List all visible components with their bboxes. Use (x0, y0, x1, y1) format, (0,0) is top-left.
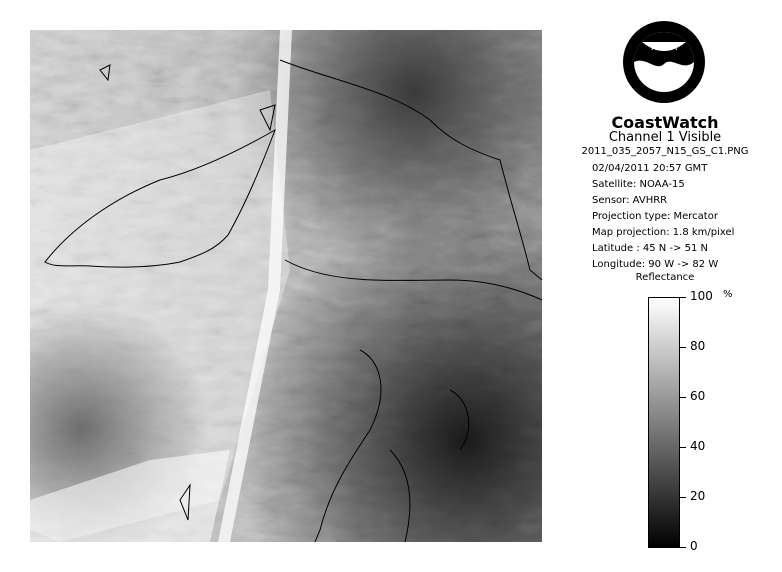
scale-label: Reflectance (635, 272, 695, 283)
scale-tick-mark (680, 547, 686, 548)
scale-tick-mark (680, 497, 686, 498)
scale-tick-100: 100 (690, 289, 713, 303)
noaa-logo-icon (622, 20, 706, 104)
scale-tick-mark (680, 447, 686, 448)
noaa-logo-text: NOAA (650, 43, 678, 53)
latitude-text: Latitude : 45 N -> 51 N (592, 243, 708, 254)
reflectance-colorbar (648, 297, 680, 548)
scale-tick-20: 20 (690, 489, 706, 503)
scale-tick-60: 60 (690, 389, 706, 403)
map-projection-text: Map projection: 1.8 km/pixel (592, 227, 735, 238)
scale-tick-40: 40 (690, 439, 706, 453)
longitude-text: Longitude: 90 W -> 82 W (592, 259, 719, 270)
satellite-image (30, 30, 542, 542)
scale-tick-0: 0 (690, 539, 698, 553)
satellite-text: Satellite: NOAA-15 (592, 179, 685, 190)
scale-tick-80: 80 (690, 339, 706, 353)
scale-tick-mark (680, 347, 686, 348)
scale-unit: % (723, 289, 733, 300)
sensor-text: Sensor: AVHRR (592, 195, 668, 206)
scale-tick-mark (680, 297, 686, 298)
file-name: 2011_035_2057_N15_GS_C1.PNG (581, 146, 749, 157)
legend-panel (560, 0, 782, 572)
datetime-text: 02/04/2011 20:57 GMT (592, 163, 708, 174)
projection-text: Projection type: Mercator (592, 211, 718, 222)
channel-subtitle: Channel 1 Visible (608, 130, 722, 145)
brand-title: CoastWatch (611, 113, 719, 132)
scale-tick-mark (680, 397, 686, 398)
